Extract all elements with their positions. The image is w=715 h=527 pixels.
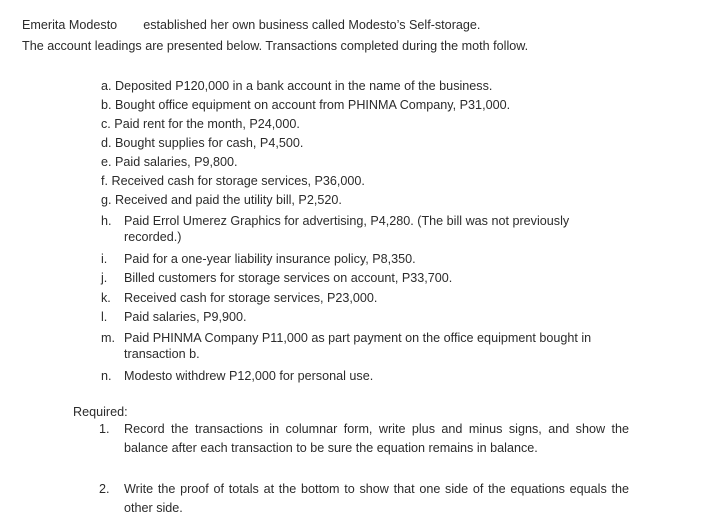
transaction-g: g. Received and paid the utility bill, P2,520.	[101, 193, 342, 207]
transaction-l: l. Paid salaries, P9,900.	[101, 310, 247, 324]
intro-line-1-text: established her own business called Modesto’s Self-storage.	[143, 18, 481, 32]
transaction-i: i. Paid for a one-year liability insurance policy, P8,350.	[101, 252, 416, 266]
transaction-k: k. Received cash for storage services, P23,000.	[101, 291, 378, 305]
transaction-m: m. Paid PHINMA Company P11,000 as part payment on the office equipment bought in transaction b.	[101, 331, 592, 361]
transaction-n: n. Modesto withdrew P12,000 for personal use.	[101, 369, 374, 383]
transaction-e: e. Paid salaries, P9,800.	[101, 155, 238, 169]
owner-name: Emerita Modesto	[22, 18, 118, 32]
transaction-f: f. Received cash for storage services, P36,000.	[101, 174, 365, 188]
transaction-b: b. Bought office equipment on account from PHINMA Company, P31,000.	[101, 98, 511, 112]
required-heading: Required:	[73, 405, 128, 419]
transaction-d: d. Bought supplies for cash, P4,500.	[101, 136, 304, 150]
transaction-a: a. Deposited P120,000 in a bank account in the name of the business.	[101, 79, 493, 93]
transaction-h: h. Paid Errol Umerez Graphics for advertising, P4,280. (The bill was not previously recorded.)	[101, 214, 570, 244]
transaction-c: c. Paid rent for the month, P24,000.	[101, 117, 300, 131]
intro-line-1	[22, 17, 480, 33]
required-item-2: 2. Write the proof of totals at the bottom to show that one side of the equations equals the other side.	[99, 482, 629, 515]
intro-line-2: The account leadings are presented below. Transactions completed during the moth follow.	[22, 39, 529, 53]
required-item-1: 1. Record the transactions in columnar form, write plus and minus signs, and show the balance after each transaction to be sure the equation remains in balance.	[99, 422, 629, 455]
transaction-j: j. Billed customers for storage services on account, P33,700.	[101, 271, 453, 285]
